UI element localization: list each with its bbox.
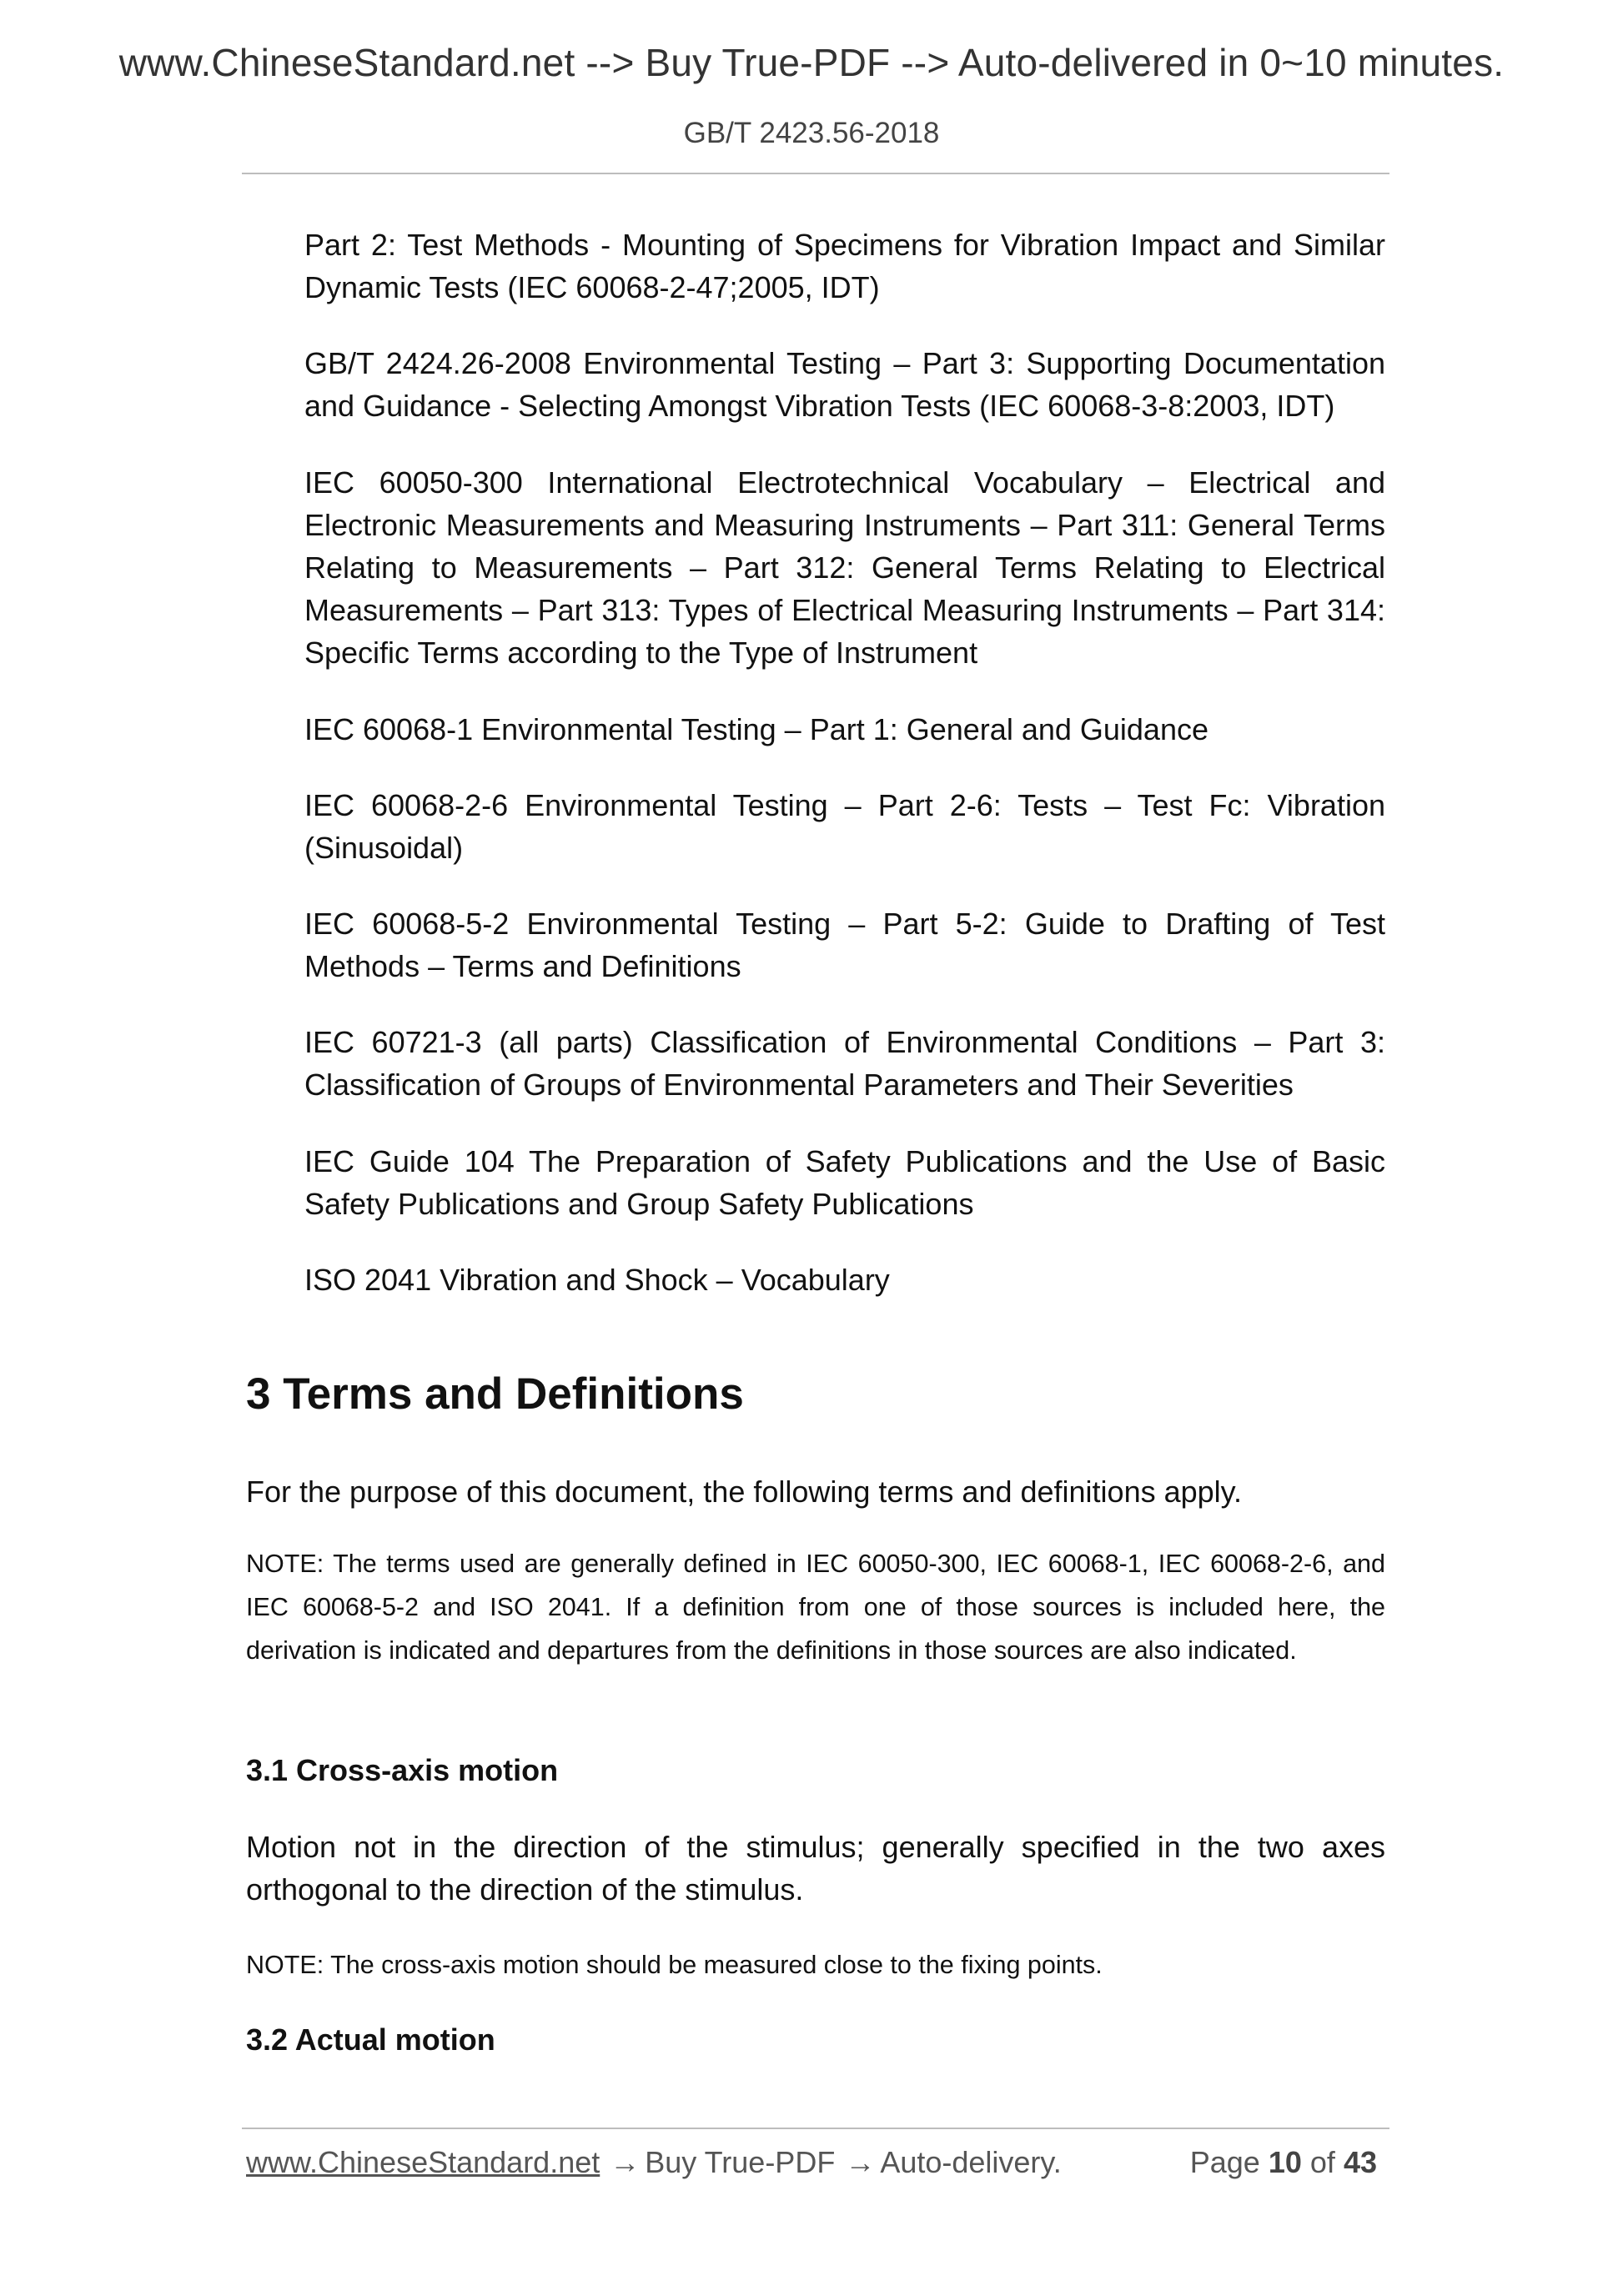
reference-item: IEC 60068-5-2 Environmental Testing – Part 5-2: Guide to Drafting of Test Methods – Terms and Definitions — [304, 907, 1385, 983]
reference-item: Part 2: Test Methods - Mounting of Specimens for Vibration Impact and Similar Dynamic Tests (IEC 60068-2-47;2005, IDT) — [304, 228, 1385, 304]
section-note: NOTE: The terms used are generally defined in IEC 60050-300, IEC 60068-1, IEC 60068-2-6, and IEC 60068-5-2 and ISO 2041. If a definition from one of those sources is included here, the derivation is indicated and departures from the definitions in those sources are also indicated. — [246, 1550, 1385, 1665]
standard-code: GB/T 2423.56-2018 — [683, 117, 940, 149]
term-definition: Motion not in the direction of the stimulus; generally specified in the two axes orthogonal to the direction of the stimulus. — [246, 1830, 1385, 1907]
footer-delivery-text: Auto-delivery. — [880, 2145, 1062, 2179]
arrow-right-icon: → — [610, 2145, 641, 2179]
total-pages: 43 — [1343, 2145, 1377, 2179]
top-banner: www.ChineseStandard.net --> Buy True-PDF --> Auto-delivered in 0~10 minutes. — [118, 41, 1505, 84]
page-indicator — [1190, 2145, 1377, 2180]
header-divider — [242, 173, 1389, 174]
arrow-right-icon: → — [845, 2145, 876, 2179]
reference-item: GB/T 2424.26-2008 Environmental Testing – Part 3: Supporting Documentation and Guidance - Selecting Amongst Vibration Tests (IEC 60068-3-8:2003, IDT) — [304, 346, 1385, 423]
page-footer — [246, 2145, 1385, 2187]
reference-item: ISO 2041 Vibration and Shock – Vocabulary — [304, 1263, 890, 1297]
footer-divider — [242, 2128, 1389, 2129]
reference-item: IEC 60050-300 International Electrotechnical Vocabulary – Electrical and Electronic Measurements and Measuring Instruments – Part 311: General Terms Relating to Measurements – Part 312: General Terms Relating to Electrical Measurements – Part 313: Types of Electrical Measuring Instruments – Part 314: Specific Terms according to the Type of Instrument — [304, 465, 1385, 670]
reference-item: IEC 60068-1 Environmental Testing – Part 1: General and Guidance — [304, 712, 1208, 746]
term-title: 3.1 Cross-axis motion — [246, 1753, 559, 1787]
footer-site-link[interactable]: www.ChineseStandard.net — [246, 2145, 600, 2179]
footer-buy-text: Buy True-PDF — [645, 2145, 836, 2179]
reference-item: IEC Guide 104 The Preparation of Safety Publications and the Use of Basic Safety Publications and Group Safety Publications — [304, 1144, 1385, 1221]
reference-item: IEC 60721-3 (all parts) Classification of Environmental Conditions – Part 3: Classification of Groups of Environmental Parameters and Their Severities — [304, 1025, 1385, 1102]
term-note: NOTE: The cross-axis motion should be measured close to the fixing points. — [246, 1951, 1103, 1979]
term-title: 3.2 Actual motion — [246, 2022, 495, 2057]
footer-left — [246, 2145, 1062, 2180]
section-intro: For the purpose of this document, the following terms and definitions apply. — [246, 1475, 1242, 1509]
section-heading: 3 Terms and Definitions — [246, 1369, 744, 1419]
reference-item: IEC 60068-2-6 Environmental Testing – Part 2-6: Tests – Test Fc: Vibration (Sinusoidal) — [304, 788, 1385, 865]
page-label: Page — [1189, 2145, 1260, 2179]
page-number: 10 — [1268, 2145, 1302, 2179]
of-label: of — [1309, 2145, 1335, 2179]
